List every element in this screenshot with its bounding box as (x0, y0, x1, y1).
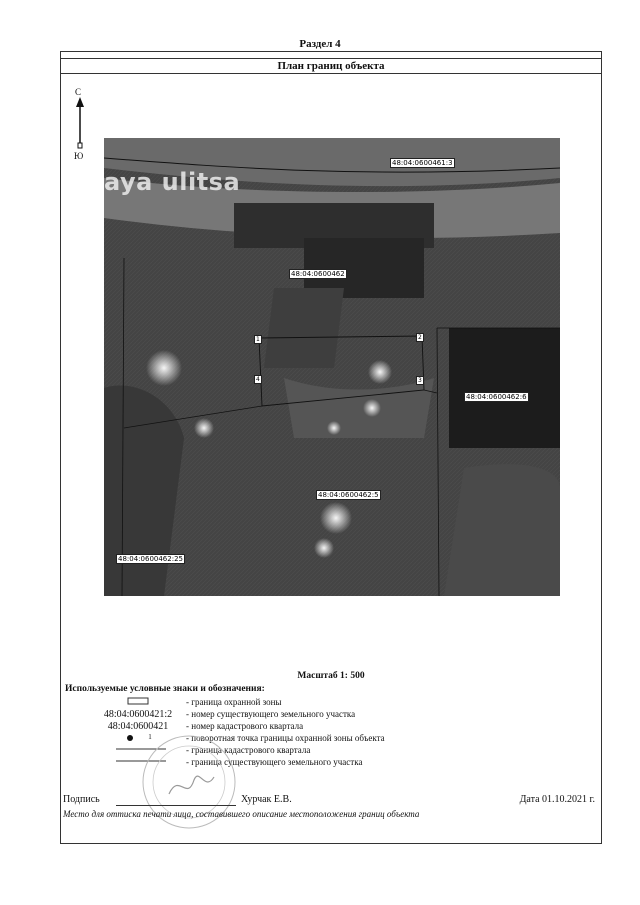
signature-label: Подпись (63, 794, 100, 805)
north-arrow (74, 87, 88, 162)
section-title: Раздел 4 (299, 38, 341, 50)
legend-desc: - граница существующего земельного участка (186, 757, 363, 767)
point-label: 4 (256, 376, 260, 383)
parcel-label: 48:04:0600462:5 (318, 491, 379, 499)
signer-name: Хурчак Е.В. (241, 794, 292, 805)
north-label: С (75, 87, 82, 97)
legend-item (61, 697, 601, 709)
parcel-label: 48:04:0600462:6 (466, 393, 527, 401)
plan-title: План границ объекта (61, 58, 601, 74)
legend-symbol-point-number: 1 (148, 733, 152, 741)
legend-symbol-box (83, 697, 193, 708)
legend-title: Используемые условные знаки и обозначения: (65, 684, 265, 694)
legend-desc: - номер существующего земельного участка (186, 709, 356, 719)
map-image (104, 138, 560, 596)
north-arrow-icon (75, 97, 85, 151)
legend-desc: - граница кадастрового квартала (186, 745, 311, 755)
point-label: 1 (256, 336, 260, 343)
legend-symbol-text: 48:04:0600421 (107, 721, 169, 732)
point-label: 3 (418, 377, 422, 384)
plan-frame (60, 51, 602, 844)
legend-desc: - номер кадастрового квартала (186, 721, 304, 731)
street-text: aya ulitsa (104, 168, 241, 196)
scale-label: Масштаб 1: 500 (297, 671, 365, 681)
parcel-label: 48:04:0600461:3 (392, 159, 453, 167)
aerial-photo (104, 138, 560, 596)
south-label: Ю (74, 151, 84, 161)
parcel-label: 48:04:0600462 (291, 270, 345, 278)
legend-symbol-text: 48:04:0600421:2 (103, 709, 173, 720)
signature-date: Дата 01.10.2021 г. (519, 794, 595, 805)
signature-line (116, 805, 236, 806)
legend-desc: - поворотная точка границы охранной зоны объекта (186, 733, 385, 743)
stamp-place-note: Место для оттиска печати лица, составившего описание местоположения границ объекта (63, 809, 420, 819)
parcel-label: 48:04:0600462:25 (118, 555, 183, 563)
legend-item (61, 709, 601, 721)
point-label: 2 (418, 334, 422, 341)
legend-desc: - граница охранной зоны (186, 697, 282, 707)
